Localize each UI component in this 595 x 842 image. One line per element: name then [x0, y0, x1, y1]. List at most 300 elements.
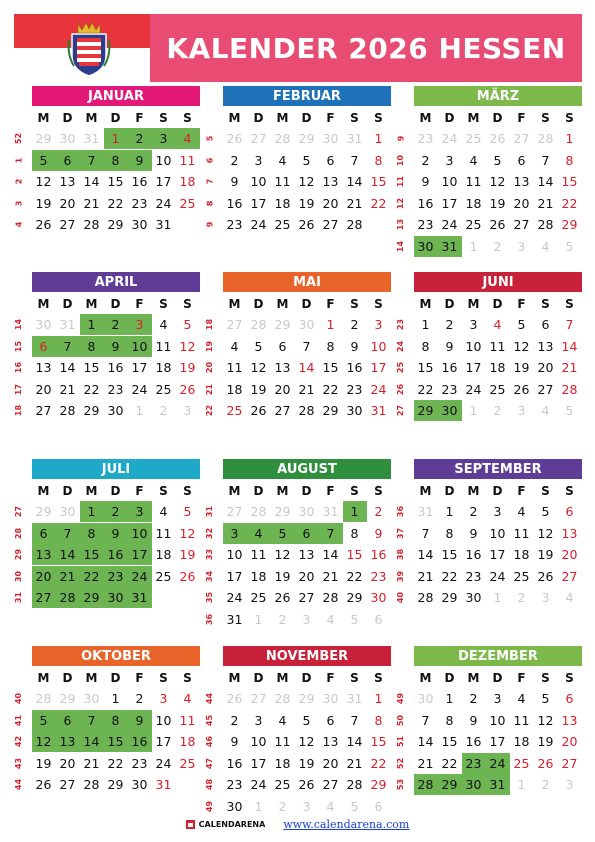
day-cell: 2: [159, 403, 168, 418]
day-cell: 9: [230, 734, 239, 749]
day-cell: 19: [298, 195, 315, 211]
day-cell: 30: [322, 691, 339, 706]
day-cell: 13: [59, 174, 76, 189]
week-number: [12, 214, 26, 235]
day-cell: 17: [131, 360, 148, 375]
day-cell: 16: [417, 195, 434, 211]
day-cell: 5: [183, 504, 192, 519]
day-cell: 31: [322, 504, 339, 519]
day-cell: 28: [417, 590, 434, 605]
day-cell: 26: [537, 568, 554, 584]
day-cell: 15: [322, 360, 339, 375]
week-number-label: 31: [205, 505, 215, 518]
day-cell: 15: [104, 731, 128, 752]
day-cell: 21: [561, 360, 578, 375]
day-cell: 14: [80, 731, 104, 752]
footer-url[interactable]: www.calendarena.com: [283, 817, 410, 831]
day-cell: 4: [183, 691, 192, 706]
day-cell: 28: [250, 317, 267, 332]
day-cell: 31: [226, 611, 243, 627]
day-cell: 5: [350, 611, 359, 627]
month-header: OKTOBER: [32, 646, 200, 666]
week-number: [394, 314, 408, 335]
day-cell: 25: [155, 568, 172, 584]
day-cell: 23: [441, 381, 458, 397]
day-cell: 15: [370, 174, 387, 189]
weekday-label: S: [374, 111, 383, 125]
week-number: [203, 128, 217, 149]
week-number: [203, 587, 217, 608]
day-cell: 3: [254, 152, 263, 168]
day-cell: 28: [322, 590, 339, 605]
day-cell: 9: [128, 710, 152, 731]
day-cell: 4: [159, 504, 168, 519]
day-cell: 29: [370, 777, 387, 792]
week-number: [394, 523, 408, 544]
day-cell: 27: [226, 317, 243, 332]
day-cell: 16: [226, 195, 243, 211]
day-cell: 30: [370, 590, 387, 605]
day-cell: 4: [247, 523, 271, 544]
weekday-header-row: [223, 292, 391, 314]
day-cell: 16: [370, 547, 387, 562]
weekday-label: S: [541, 671, 550, 685]
day-cell: 3: [128, 314, 152, 335]
week-number-label: 51: [396, 735, 406, 748]
day-cell: 19: [537, 547, 554, 562]
week-number-label: 35: [205, 591, 215, 604]
day-cell: 18: [513, 734, 530, 749]
day-cell: 5: [565, 238, 574, 254]
week-number-label: 36: [396, 505, 406, 518]
day-cell: 1: [493, 590, 502, 605]
week-number: [394, 400, 408, 421]
day-cell: 7: [541, 152, 550, 168]
day-cell: 16: [441, 360, 458, 375]
day-cell: 11: [155, 338, 172, 354]
day-cell: 17: [155, 734, 172, 749]
day-cell: 30: [59, 131, 76, 146]
day-cell: 4: [565, 590, 574, 605]
week-number: [12, 501, 26, 522]
day-cell: 6: [326, 152, 335, 168]
day-cell: 30: [414, 236, 438, 257]
week-number: [394, 753, 408, 774]
day-cell: 9: [104, 336, 128, 357]
month-header: MAI: [223, 272, 391, 292]
day-cell: 31: [438, 236, 462, 257]
day-cell: 21: [298, 381, 315, 397]
day-cell: 1: [421, 317, 430, 332]
day-cell: 12: [537, 712, 554, 728]
week-number: [203, 544, 217, 565]
week-number-label: 50: [396, 714, 406, 726]
weekday-label: S: [541, 297, 550, 311]
day-cell: 14: [322, 547, 339, 562]
day-cell: 25: [489, 381, 506, 397]
day-cell: 7: [56, 523, 80, 544]
day-cell: 29: [35, 131, 52, 146]
day-cell: 1: [80, 314, 104, 335]
day-cell: 23: [131, 755, 148, 771]
weekday-label: D: [110, 484, 121, 498]
day-cell: 13: [561, 712, 578, 728]
week-number: [394, 357, 408, 378]
weekday-label: S: [183, 297, 192, 311]
day-cell: 27: [35, 403, 52, 418]
week-number: [394, 379, 408, 400]
day-cell: 30: [438, 400, 462, 421]
month-header: MÄRZ: [414, 86, 582, 106]
weekday-label: M: [276, 111, 289, 125]
day-cell: 30: [346, 403, 363, 418]
week-number-label: 18: [14, 404, 24, 417]
week-number: [12, 710, 26, 731]
day-cell: 21: [83, 755, 100, 771]
day-cell: 12: [298, 174, 315, 189]
week-number-label: 37: [396, 527, 406, 539]
day-cell: 8: [80, 336, 104, 357]
day-cell: 18: [250, 568, 267, 584]
day-cell: 8: [350, 525, 359, 541]
day-cell: 3: [565, 777, 574, 792]
day-cell: 26: [537, 755, 554, 771]
day-cell: 26: [226, 691, 243, 706]
weekday-label: M: [467, 297, 480, 311]
day-cell: 21: [56, 566, 80, 587]
week-number-label: 10: [396, 154, 406, 166]
weekday-label: F: [517, 671, 526, 685]
day-cell: 1: [374, 691, 383, 706]
day-cell: 28: [561, 381, 578, 397]
day-cell: 1: [445, 691, 454, 706]
day-cell: 16: [131, 174, 148, 189]
day-cell: 12: [274, 547, 291, 562]
day-cell: 22: [370, 195, 387, 211]
week-number-label: 1: [14, 157, 24, 163]
week-number: [203, 566, 217, 587]
week-number-label: 27: [14, 505, 24, 518]
day-cell: 6: [565, 504, 574, 519]
day-cell: 3: [493, 691, 502, 706]
day-cell: 4: [278, 152, 287, 168]
day-cell: 22: [370, 755, 387, 771]
day-cell: 30: [417, 691, 434, 706]
month-mai: [205, 272, 391, 422]
day-cell: 24: [486, 753, 510, 774]
week-number: [394, 710, 408, 731]
day-cell: 1: [374, 131, 383, 146]
month-september: [396, 459, 582, 609]
week-number-label: 45: [205, 714, 215, 726]
month-april: [14, 272, 200, 422]
day-cell: 28: [414, 774, 438, 795]
day-cell: 28: [537, 131, 554, 146]
week-number-label: 2: [14, 178, 24, 185]
day-cell: 17: [128, 544, 152, 565]
day-cell: 27: [250, 691, 267, 706]
day-cell: 1: [469, 403, 478, 418]
month-oktober: [14, 646, 200, 796]
day-cell: 9: [445, 338, 454, 354]
day-cell: 31: [346, 131, 363, 146]
day-cell: 29: [83, 403, 100, 418]
day-cell: 11: [155, 525, 172, 541]
weekday-label: S: [565, 297, 574, 311]
day-cell: 1: [565, 131, 574, 146]
day-cell: 23: [131, 195, 148, 211]
weekday-label: D: [301, 484, 312, 498]
day-cell: 1: [517, 777, 526, 792]
day-cell: 18: [274, 755, 291, 771]
week-number: [203, 523, 217, 544]
day-cell: 29: [414, 400, 438, 421]
day-cell: 23: [417, 131, 434, 146]
week-number-label: 34: [205, 570, 215, 582]
day-cell: 15: [370, 734, 387, 749]
weekday-label: D: [492, 484, 503, 498]
day-cell: 6: [541, 317, 550, 332]
day-cell: 16: [128, 731, 152, 752]
weekday-label: D: [492, 671, 503, 685]
day-cell: 9: [230, 174, 239, 189]
week-number-label: 22: [205, 404, 215, 417]
day-cell: 12: [513, 338, 530, 354]
day-cell: 12: [179, 338, 196, 354]
weekday-label: D: [110, 111, 121, 125]
day-cell: 17: [441, 195, 458, 211]
page-title: KALENDER 2026 HESSEN: [166, 31, 566, 65]
week-number-label: 42: [14, 735, 24, 748]
day-cell: 24: [250, 777, 267, 792]
week-number: [203, 796, 217, 817]
day-cell: 28: [274, 131, 291, 146]
week-number: [203, 753, 217, 774]
day-cell: 11: [179, 152, 196, 168]
day-cell: 25: [274, 777, 291, 792]
day-cell: 1: [445, 504, 454, 519]
week-number: [12, 128, 26, 149]
day-cell: 9: [350, 338, 359, 354]
day-cell: 4: [469, 152, 478, 168]
month-header: DEZEMBER: [414, 646, 582, 666]
day-cell: 11: [513, 525, 530, 541]
weekday-label: D: [301, 111, 312, 125]
day-cell: 5: [541, 691, 550, 706]
footer-brand-text: CALENDARENA: [198, 819, 266, 829]
week-number-label: 29: [14, 548, 24, 561]
day-cell: 6: [32, 523, 56, 544]
week-number-label: 28: [14, 527, 24, 539]
day-cell: 23: [226, 217, 243, 232]
week-number-label: 9: [396, 135, 406, 142]
weekday-header-row: [414, 479, 582, 501]
week-number-label: 33: [205, 548, 215, 561]
week-number-label: 12: [396, 197, 406, 209]
week-number: [12, 774, 26, 795]
week-number-label: 30: [14, 570, 24, 582]
weekday-label: M: [419, 111, 432, 125]
day-cell: 31: [83, 131, 100, 146]
day-cell: 23: [417, 217, 434, 232]
day-cell: 18: [513, 547, 530, 562]
day-cell: 1: [254, 611, 263, 627]
day-cell: 6: [374, 798, 383, 814]
week-number-label: 52: [396, 757, 406, 769]
day-cell: 2: [517, 590, 526, 605]
day-cell: 20: [537, 360, 554, 375]
day-cell: 24: [441, 131, 458, 146]
weekday-label: S: [350, 671, 359, 685]
week-number-label: 48: [205, 778, 215, 791]
weekday-label: D: [301, 671, 312, 685]
day-cell: 18: [274, 195, 291, 211]
day-cell: 29: [59, 691, 76, 706]
week-number: [394, 193, 408, 214]
day-cell: 14: [298, 360, 315, 375]
day-cell: 3: [445, 152, 454, 168]
day-cell: 14: [346, 734, 363, 749]
day-cell: 27: [226, 504, 243, 519]
day-cell: 13: [274, 360, 291, 375]
week-number: [12, 357, 26, 378]
day-cell: 6: [278, 338, 287, 354]
weekday-label: D: [253, 671, 264, 685]
day-cell: 5: [271, 523, 295, 544]
weekday-label: D: [301, 297, 312, 311]
day-cell: 3: [374, 317, 383, 332]
day-cell: 21: [59, 381, 76, 397]
day-cell: 9: [469, 712, 478, 728]
day-cell: 26: [298, 217, 315, 232]
day-cell: 13: [298, 547, 315, 562]
day-cell: 23: [346, 381, 363, 397]
week-number-label: 16: [14, 361, 24, 374]
day-cell: 3: [254, 712, 263, 728]
day-cell: 23: [226, 777, 243, 792]
week-number: [203, 609, 217, 630]
weekday-label: S: [350, 484, 359, 498]
week-number: [203, 336, 217, 357]
week-number: [12, 150, 26, 171]
weekday-label: S: [183, 484, 192, 498]
weekday-label: M: [228, 484, 241, 498]
day-cell: 4: [326, 611, 335, 627]
week-number-label: 13: [396, 218, 406, 231]
day-cell: 6: [517, 152, 526, 168]
day-cell: 10: [441, 174, 458, 189]
weekday-label: F: [135, 111, 144, 125]
day-cell: 23: [465, 568, 482, 584]
day-cell: 31: [59, 317, 76, 332]
day-cell: 4: [541, 238, 550, 254]
day-cell: 25: [179, 755, 196, 771]
day-cell: 4: [176, 128, 200, 149]
day-cell: 24: [250, 217, 267, 232]
day-cell: 1: [111, 691, 120, 706]
day-cell: 21: [83, 195, 100, 211]
week-number: [12, 336, 26, 357]
day-cell: 24: [155, 755, 172, 771]
day-cell: 22: [346, 568, 363, 584]
day-cell: 30: [59, 504, 76, 519]
weekday-label: M: [85, 111, 98, 125]
day-cell: 2: [104, 501, 128, 522]
day-cell: 20: [32, 566, 56, 587]
day-cell: 17: [370, 360, 387, 375]
month-februar: [205, 86, 391, 236]
day-cell: 4: [278, 712, 287, 728]
weekday-label: M: [276, 671, 289, 685]
week-number: [394, 171, 408, 192]
day-cell: 1: [343, 501, 367, 522]
week-number-label: 40: [396, 591, 406, 604]
week-number: [394, 688, 408, 709]
day-cell: 22: [561, 195, 578, 211]
week-number: [203, 688, 217, 709]
month-juni: [396, 272, 582, 422]
day-cell: 8: [104, 710, 128, 731]
hessen-lion-crest-icon: [64, 20, 114, 78]
week-number: [203, 379, 217, 400]
day-cell: 27: [322, 217, 339, 232]
day-cell: 5: [517, 317, 526, 332]
month-header: APRIL: [32, 272, 200, 292]
day-cell: 10: [489, 712, 506, 728]
weekday-label: M: [37, 484, 50, 498]
week-number: [12, 523, 26, 544]
day-cell: 8: [445, 712, 454, 728]
weekday-label: S: [374, 671, 383, 685]
day-cell: 3: [517, 238, 526, 254]
weekday-label: D: [444, 297, 455, 311]
day-cell: 4: [230, 338, 239, 354]
day-cell: 10: [128, 523, 152, 544]
day-cell: 29: [322, 403, 339, 418]
day-cell: 28: [346, 777, 363, 792]
weekday-label: D: [253, 484, 264, 498]
day-cell: 11: [274, 174, 291, 189]
weekday-label: D: [110, 671, 121, 685]
day-cell: 22: [83, 381, 100, 397]
day-cell: 13: [32, 544, 56, 565]
day-cell: 15: [83, 360, 100, 375]
day-cell: 4: [326, 798, 335, 814]
day-cell: 12: [537, 525, 554, 541]
week-number-label: 52: [14, 132, 24, 145]
day-cell: 17: [250, 755, 267, 771]
day-cell: 8: [421, 338, 430, 354]
week-number-label: 53: [396, 778, 406, 791]
day-cell: 6: [374, 611, 383, 627]
day-cell: 25: [274, 217, 291, 232]
week-number: [203, 731, 217, 752]
week-number-label: 25: [396, 361, 406, 374]
weekday-label: M: [85, 671, 98, 685]
week-number: [12, 731, 26, 752]
day-cell: 9: [469, 525, 478, 541]
day-cell: 8: [326, 338, 335, 354]
day-cell: 29: [298, 691, 315, 706]
day-cell: 2: [374, 504, 383, 519]
weekday-label: S: [565, 484, 574, 498]
day-cell: 19: [298, 755, 315, 771]
day-cell: 2: [469, 691, 478, 706]
day-cell: 23: [462, 753, 486, 774]
day-cell: 19: [513, 360, 530, 375]
weekday-label: S: [541, 484, 550, 498]
week-number: [394, 336, 408, 357]
